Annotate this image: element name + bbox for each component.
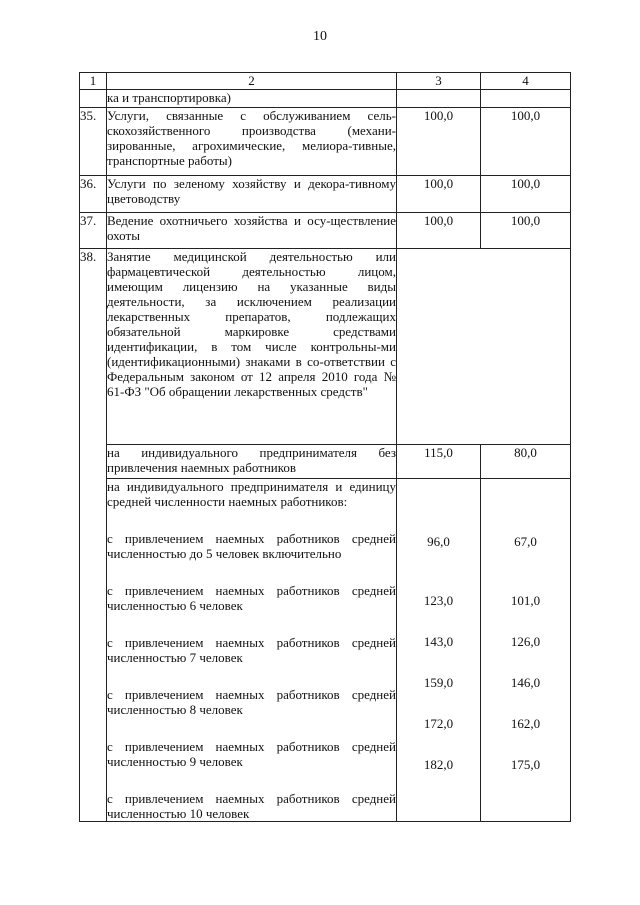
value-col4: 175,0	[510, 757, 541, 772]
value-col3: 172,0	[423, 716, 454, 731]
value-col4: 100,0	[481, 108, 571, 176]
row-description: Услуги, связанные с обслуживанием сель-скохозяйственного производства (механи-зированные, агрохимические, мелиора-тивные, транспортные работы)	[107, 108, 397, 176]
continuation-text: ка и транспортировка)	[107, 90, 397, 108]
value-col4: 126,0	[510, 634, 541, 649]
row-number: 35.	[80, 108, 107, 176]
value-col3: 182,0	[423, 757, 454, 772]
page-number: 10	[313, 29, 327, 44]
table-row	[80, 445, 571, 479]
table-row	[80, 90, 571, 108]
table-row	[80, 176, 571, 213]
value-col4-group	[481, 479, 571, 822]
per-unit-heading: на индивидуального предпринимателя и единицу средней численности наемных работников:	[107, 479, 396, 509]
tier-text: с привлечением наемных работников средней численностью 7 человек	[107, 635, 396, 665]
tier-text: с привлечением наемных работников средней численностью 9 человек	[107, 739, 396, 769]
value-col3: 96,0	[427, 534, 450, 549]
table-row	[80, 249, 571, 445]
value-col3: 115,0	[397, 445, 481, 479]
table-header-row	[80, 73, 571, 90]
tariff-table	[79, 72, 571, 822]
value-col3-group	[397, 479, 481, 822]
value-col4: 80,0	[481, 445, 571, 479]
value-col3: 100,0	[397, 176, 481, 213]
column-header: 1	[80, 73, 107, 90]
column-header: 3	[397, 73, 481, 90]
row-number: 37.	[80, 213, 107, 249]
row-description: на индивидуального предпринимателя без привлечения наемных работников	[107, 445, 397, 479]
table-row	[80, 108, 571, 176]
row-number-cell	[80, 90, 107, 108]
column-header: 2	[107, 73, 397, 90]
value-col3: 100,0	[397, 108, 481, 176]
value-col4: 100,0	[481, 176, 571, 213]
row-description: Услуги по зеленому хозяйству и декора-тивному цветоводству	[107, 176, 397, 213]
row-description-group	[107, 479, 397, 822]
empty-value-cell	[397, 249, 571, 445]
tier-text: с привлечением наемных работников средней численностью 8 человек	[107, 687, 396, 717]
value-col3: 159,0	[423, 675, 454, 690]
tier-text: с привлечением наемных работников средней численностью 6 человек	[107, 583, 396, 613]
tier-text: с привлечением наемных работников средней численностью 10 человек	[107, 791, 396, 821]
table-row	[80, 479, 571, 822]
value-col3: 123,0	[423, 593, 454, 608]
value-col3: 100,0	[397, 213, 481, 249]
row-number: 38.	[80, 249, 107, 822]
table-row	[80, 213, 571, 249]
row-description: Занятие медицинской деятельностью или фармацевтической деятельностью лицом, имеющим лицензию на указанные виды деятельности, за исключением реализации лекарственных препаратов, подлежащих обязательной маркировке средствами идентификации, в том числе контрольны-ми (идентификационными) знаками в со-ответствии с Федеральным законом от 12 апреля 2010 года № 61-ФЗ "Об обращении лекарственных средств"	[107, 249, 397, 445]
value-col4: 67,0	[514, 534, 537, 549]
value-col4: 100,0	[481, 213, 571, 249]
row-description: Ведение охотничьего хозяйства и осу-ществление охоты	[107, 213, 397, 249]
value-col3: 143,0	[423, 634, 454, 649]
tier-text: с привлечением наемных работников средней численностью до 5 человек включительно	[107, 531, 396, 561]
value-col4: 162,0	[510, 716, 541, 731]
value-col4: 146,0	[510, 675, 541, 690]
value-cell	[397, 90, 481, 108]
value-col4: 101,0	[510, 593, 541, 608]
column-header: 4	[481, 73, 571, 90]
row-number: 36.	[80, 176, 107, 213]
value-cell	[481, 90, 571, 108]
